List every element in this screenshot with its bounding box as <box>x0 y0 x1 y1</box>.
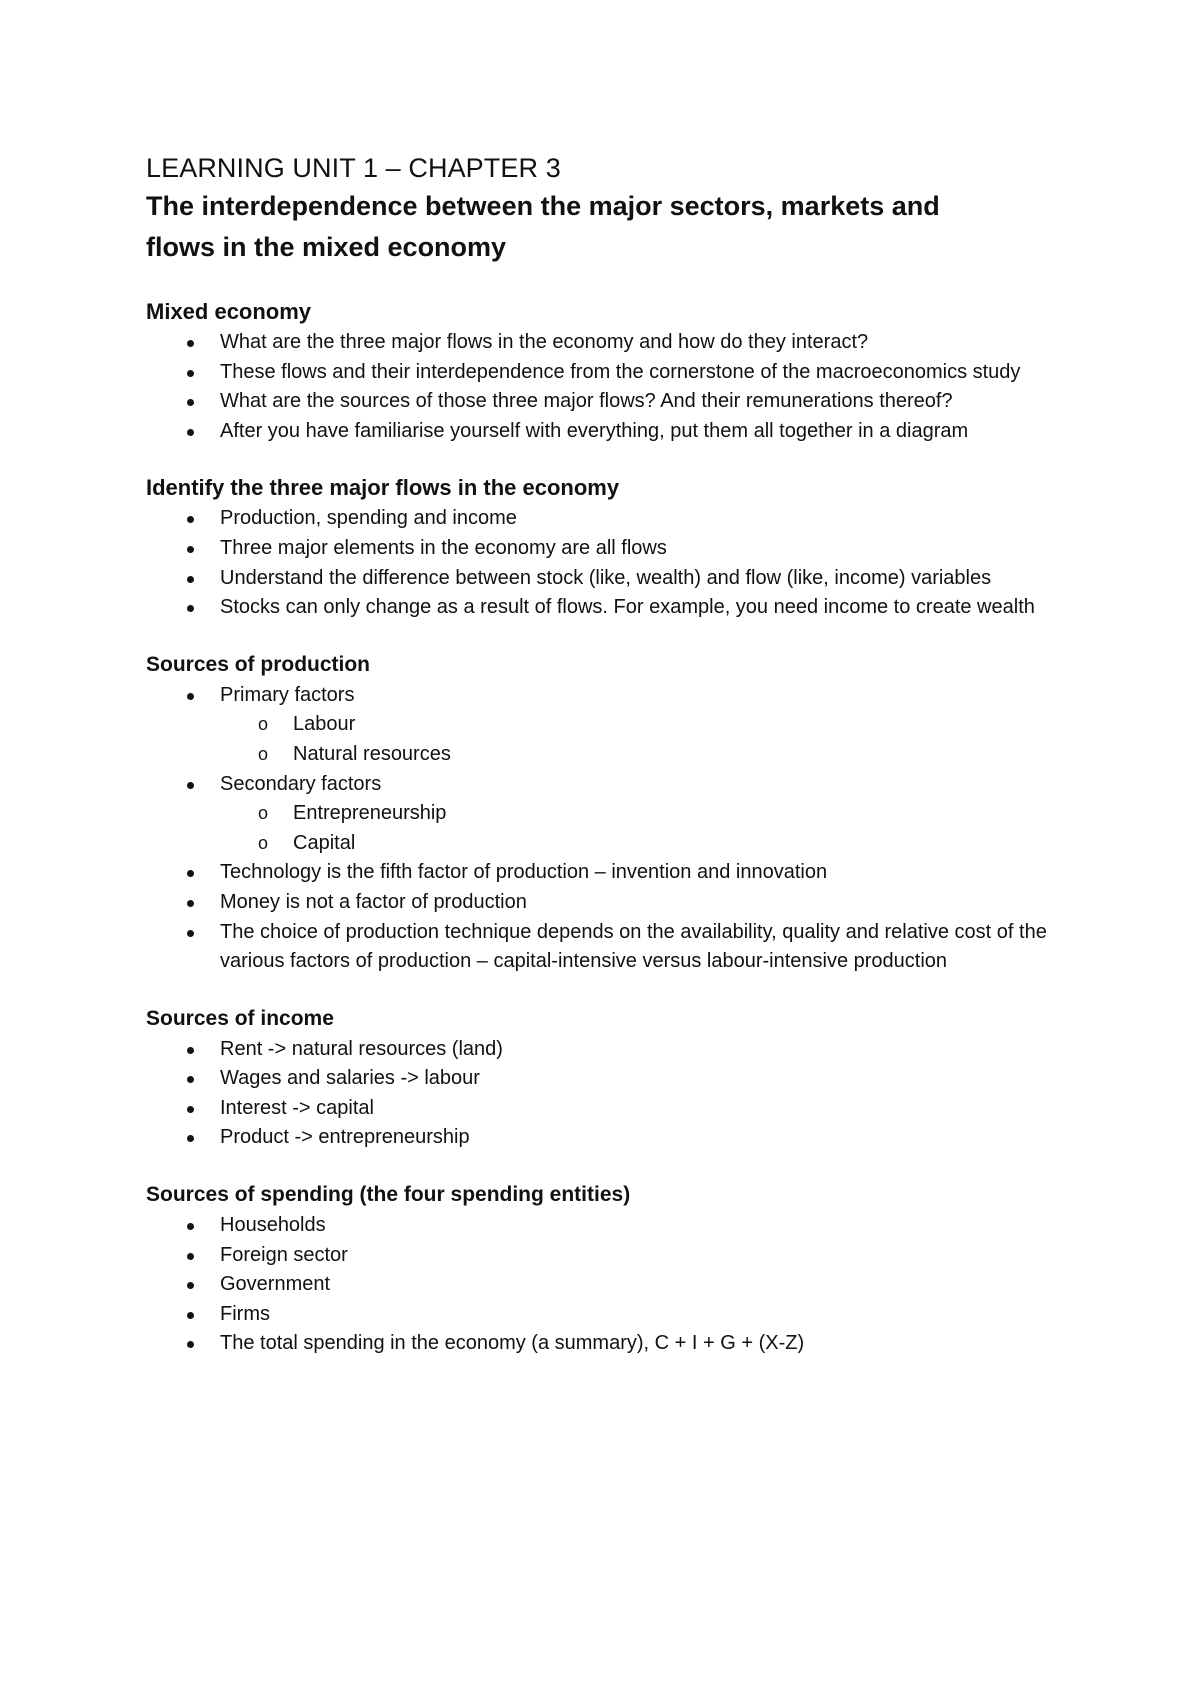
list-item: These flows and their interdependence from the cornerstone of the macroeconomics study <box>146 358 1090 388</box>
section-heading: Sources of production <box>146 652 371 676</box>
list-item: Stocks can only change as a result of flows. For example, you need income to create wealth <box>146 593 1090 623</box>
list-item: Technology is the fifth factor of production – invention and innovation <box>146 858 1090 888</box>
list-item: The choice of production technique depends on the availability, quality and relative cost of the various factors of production – capital-intensive versus labour-intensive production <box>146 918 1090 977</box>
section-heading: Sources of income <box>146 1006 334 1030</box>
list-item: Three major elements in the economy are all flows <box>146 534 1090 564</box>
list-item: Product -> entrepreneurship <box>146 1123 1090 1153</box>
list-item: Secondary factors <box>146 770 1090 800</box>
list-item: What are the sources of those three major flows? And their remunerations thereof? <box>146 387 1090 417</box>
list-item: Understand the difference between stock (like, wealth) and flow (like, income) variables <box>146 564 1090 594</box>
bullet-list <box>146 504 1100 622</box>
list-item: The total spending in the economy (a summary), C + I + G + (X-Z) <box>146 1329 1090 1359</box>
sub-list-item: o Labour <box>146 710 1100 740</box>
section-heading: Mixed economy <box>146 299 312 324</box>
sub-list-item: o Capital <box>146 829 1100 859</box>
section-three-flows <box>146 472 1100 622</box>
list-item: Money is not a factor of production <box>146 888 1090 918</box>
list-item: Interest -> capital <box>146 1094 1090 1124</box>
bullet-list <box>146 1035 1100 1153</box>
section-mixed-economy <box>146 296 1100 446</box>
list-item: Foreign sector <box>146 1241 1090 1271</box>
document-title: LEARNING UNIT 1 – CHAPTER 3 <box>146 153 561 183</box>
section-heading: Identify the three major flows in the economy <box>146 475 620 501</box>
list-item: After you have familiarise yourself with everything, put them all together in a diagram <box>146 417 1090 447</box>
list-item: Production, spending and income <box>146 504 1090 534</box>
sub-list-item: o Entrepreneurship <box>146 799 1100 829</box>
sub-list-item: o Natural resources <box>146 740 1100 770</box>
list-item: Rent -> natural resources (land) <box>146 1035 1090 1065</box>
list-item: Government <box>146 1270 1090 1300</box>
bullet-list <box>146 1211 1100 1359</box>
list-item: What are the three major flows in the economy and how do they interact? <box>146 328 1090 358</box>
section-sources-of-income <box>146 1003 1100 1153</box>
list-item: Firms <box>146 1300 1090 1330</box>
section-sources-of-production <box>146 649 1100 977</box>
list-item: Primary factors <box>146 681 1090 711</box>
list-item: Wages and salaries -> labour <box>146 1064 1090 1094</box>
document-subtitle: The interdependence between the major sectors, markets and flows in the mixed economy <box>146 191 940 262</box>
bullet-list <box>146 328 1100 446</box>
section-heading: Sources of spending (the four spending entities) <box>146 1183 631 1207</box>
section-sources-of-spending <box>146 1179 1100 1359</box>
list-item: Households <box>146 1211 1090 1241</box>
bullet-list <box>146 681 1100 977</box>
